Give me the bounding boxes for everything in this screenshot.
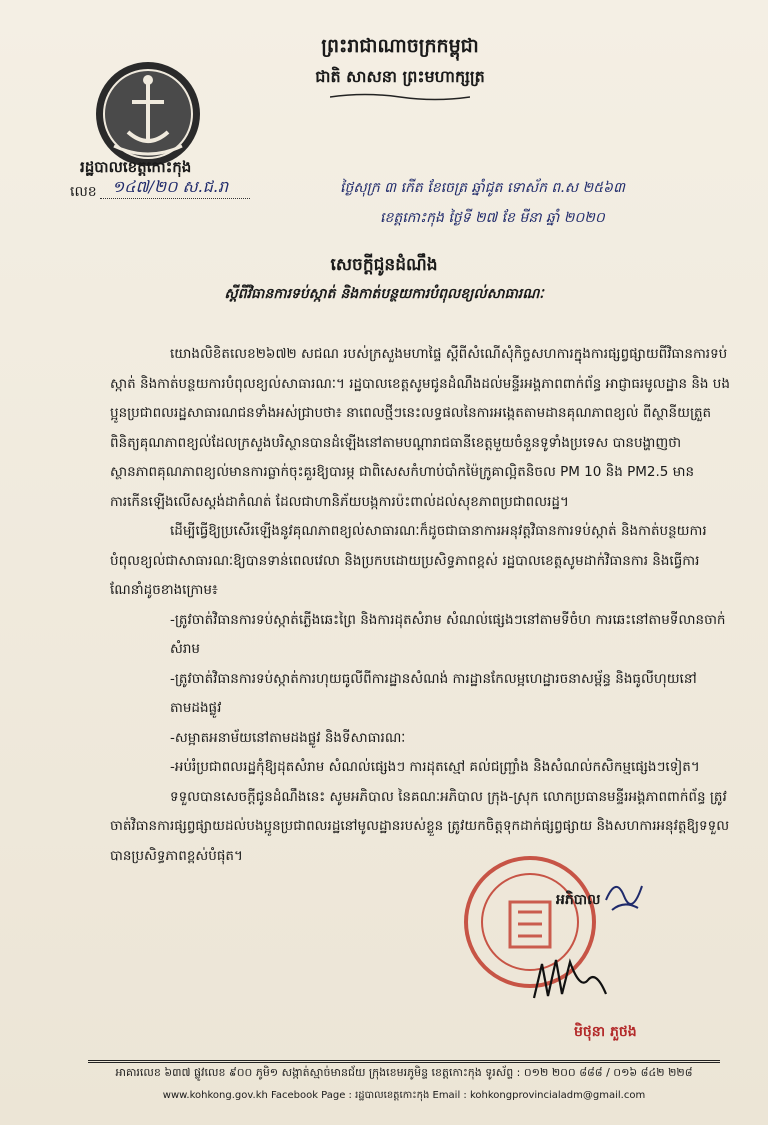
provincial-seal-logo (92, 58, 204, 170)
document-body (110, 340, 730, 871)
initial-signature (598, 870, 648, 920)
bullet-4: -អប់រំប្រជាពលរដ្ឋកុំឱ្យដុតសំរាម សំណល់ផ្សេងៗ ការដុតស្មៅ គល់ជញ្ជ្រាំង និងសំណល់កសិកម្មផ្សេងៗទៀត។ (170, 759, 700, 775)
paragraph-2: ដើម្បីធ្វើឱ្យប្រសើរឡើងនូវគុណភាពខ្យល់សាធារណៈក៏ដូចជាធានាការអនុវត្តវិធានការទប់ស្កាត់ និងកាត់បន្ថយការបំពុលខ្យល់ជាសាធារណៈឱ្យបានទាន់ពេលវេលា និងប្រកបដោយប្រសិទ្ធភាពខ្ពស់ រដ្ឋបាលខេត្តសូមដាក់វិធានការ និងធ្វើការណែនាំដូចខាងក្រោម៖ (110, 523, 707, 598)
signatory-title: អភិបាល (556, 892, 601, 908)
solar-date: ខេត្តកោះកុង ថ្ងៃទី ២៧ ខែ មីនា ឆ្នាំ ២០២០ (380, 210, 605, 226)
bullet-3: -សម្អាតអនាម័យនៅតាមដងផ្លូវ និងទីសាធារណៈ (170, 729, 406, 746)
national-motto: ជាតិ សាសនា ព្រះមហាក្សត្រ (315, 67, 485, 86)
lunar-date: ថ្ងៃសុក្រ ៣ កើត ខែចេត្រ ឆ្នាំជូត ទោស័ក ព.ស ២៥៦៣ (340, 180, 625, 196)
issuing-authority: រដ្ឋបាលខេត្តកោះកុង (80, 158, 192, 176)
bullet-2: -ត្រូវចាត់វិធានការទប់ស្កាត់ការហុយធូលីពីការដ្ឋានសំណង់ ការដ្ឋានកែលម្អហេដ្ឋារចនាសម្ព័ន្ធ និងធូលីហុយនៅតាមដងផ្លូវ (170, 670, 697, 716)
signatory-name: មិថុនា ភួថង (574, 1024, 637, 1040)
kingdom-heading: ព្រះរាជាណាចក្រកម្ពុជា (321, 35, 479, 57)
footer-contacts: www.kohkong.gov.kh Facebook Page : រដ្ឋបាលខេត្តកោះកុង Email : kohkongprovincialadm@gmail.com (162, 1090, 646, 1101)
bullet-1: -ត្រូវចាត់វិធានការទប់ស្កាត់ភ្លើងឆេះព្រៃ និងការដុតសំរាម សំណល់ផ្សេងៗនៅតាមទីចំហ ការឆេះនៅតាមទីលានចាក់សំរាម (170, 611, 726, 657)
handwritten-signature (528, 950, 608, 1010)
document-subtitle: ស្តីពីវិធានការទប់ស្កាត់ និងកាត់បន្ថយការបំពុលខ្យល់សាធារណៈ (224, 286, 544, 302)
reference-label: លេខ (70, 184, 97, 200)
footer-divider (88, 1060, 720, 1063)
reference-number: ១៤៧/២០ ស.ជ.រា (112, 177, 229, 196)
paragraph-1: យោងលិខិតលេខ២៦៧២ សជណ របស់ក្រសួងមហាផ្ទៃ ស្តីពីសំណើសុំកិច្ចសហការក្នុងការផ្សព្វផ្សាយពីវិធានការទប់ស្កាត់ និងកាត់បន្ថយការបំពុលខ្យល់សាធារណៈ។ រដ្ឋបាលខេត្តសូមជូនដំណឹងដល់មន្ទីរអង្គភាពពាក់ព័ន្ធ អាជ្ញាធរមូលដ្ឋាន និង បងប្អូនប្រជាពលរដ្ឋសាធារណជនទាំងអស់ជ្រាបថា៖ នាពេលថ្មីៗនេះលទ្ធផលនៃការអង្កេតតាមដានគុណភាពខ្យល់ ពីស្ថានីយត្រួតពិនិត្យគុណភាពខ្យល់ដែលក្រសួងបរិស្ថានបានដំឡើងនៅតាមបណ្តារាជធានីខេត្តមួយចំនួនទូទាំងប្រទេស បានបង្ហាញថា ស្ថានភាពគុណភាពខ្យល់មានការធ្លាក់ចុះគួរឱ្យបារម្ភ ជាពិសេសកំហាប់បាំកម៉ៃក្រូគាល្អិតនិចល PM 10 និង PM2.5 មានការកើនឡើងលើសស្តង់ដាកំណត់ ដែលជាហានិភ័យបង្កការប៉ះពាល់ដល់សុខភាពប្រជាពលរដ្ឋ។ (110, 346, 730, 510)
ornament-divider (330, 92, 470, 102)
footer-address: អាគារលេខ ៦៣៧ ផ្លូវលេខ ៩០០ ភូមិ១ សង្កាត់ស្មាច់មានជ័យ ក្រុងខេមរភូមិន្ទ ខេត្តកោះកុង ទូរស័ព្ទ : ០១២ ២០០ ៨៨៨ / ០១៦ ៨៤២ ២២៨ (115, 1066, 693, 1079)
document-title: សេចក្តីជូនដំណឹង (330, 255, 438, 275)
closing-paragraph: ទទួលបានសេចក្តីជូនដំណឹងនេះ សូមអភិបាល នៃគណៈអភិបាល ក្រុង-ស្រុក លោកប្រធានមន្ទីរអង្គភាពពាក់ព័ន្ធ ត្រូវចាត់វិធានការផ្សព្វផ្សាយដល់បងប្អូនប្រជាពលរដ្ឋនៅមូលដ្ឋានរបស់ខ្លួន ត្រូវយកចិត្តទុកដាក់ផ្សព្វផ្សាយ និងសហការអនុវត្តឱ្យទទួលបានប្រសិទ្ធភាពខ្ពស់បំផុត។ (110, 788, 730, 864)
reference-dotted-line (100, 198, 250, 199)
